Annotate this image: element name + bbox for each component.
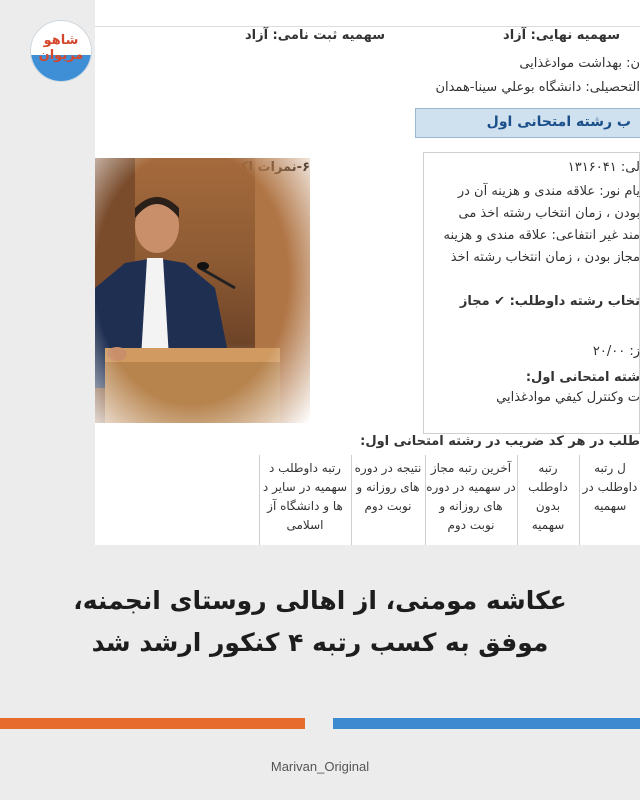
logo-text: شاهو مریوان <box>38 33 84 63</box>
education-line: التحصیلی: دانشگاه بوعلي سينا-همدان <box>435 80 640 95</box>
payam-noor-line-2: بودن ، زمان انتخاب رشته اخذ می <box>458 206 640 221</box>
headline-line-1: عکاشه مومنی، از اهالی روستای انجمنه، <box>73 586 567 615</box>
orange-divider-bar <box>0 718 305 729</box>
section-band-label: ب رشته امتحانی اول <box>486 114 631 130</box>
blue-divider-bar <box>333 718 640 729</box>
footer-handle: Marivan_Original <box>270 759 370 774</box>
speaker-photo <box>95 158 310 423</box>
table-header-1: ل رتبه داوطلب در سهمیه <box>579 455 640 545</box>
rank-title: طلب در هر کد ضریب در رشته امتحانی اول: <box>360 434 640 449</box>
speaker-illustration <box>95 158 310 423</box>
headline-line-2: موفق به کسب رتبه ۴ کنکور ارشد شد <box>91 628 549 657</box>
first-field-value: ت وکنترل کیفي موادغذایي <box>496 390 640 405</box>
table-header-4: نتیجه در دوره های روزانه و نوبت دوم <box>351 455 424 545</box>
channel-logo <box>30 20 92 82</box>
table-header-3: آخرین رتبه مجاز در سهمیه در دوره های روزانه و نوبت دوم <box>425 455 516 545</box>
score-line: ز: ۲۰/۰۰ <box>592 344 640 359</box>
registration-quota: سهمیه ثبت نامی: آزاد <box>244 28 385 43</box>
headline <box>0 580 640 664</box>
field-line: ن: بهداشت موادغذایی <box>519 56 640 71</box>
selection-line: تخاب رشته داوطلب: ✔ مجاز <box>459 294 640 309</box>
header-row <box>95 0 640 27</box>
non-profit-line: مند غیر انتفاعی: علاقه مندی و هزینه <box>443 228 640 243</box>
final-quota: سهمیه نهایی: آزاد <box>503 28 620 43</box>
non-profit-line-2: مجاز بودن ، زمان انتخاب رشته اخذ <box>450 250 640 265</box>
code-line: لی: ۱۳۱۶۰۴۱ <box>567 160 640 175</box>
section-band <box>415 108 640 138</box>
payam-noor-line: یام نور: علاقه مندی و هزینه آن در <box>457 184 640 199</box>
table-header-5: رتبه داوطلب د سهمیه در سایر د ها و دانشگاه آز اسلامی <box>259 455 350 545</box>
first-field-label: شته امتحانی اول: <box>525 370 640 385</box>
table-header-2: رتبه داوطلب بدون سهمیه <box>517 455 578 545</box>
